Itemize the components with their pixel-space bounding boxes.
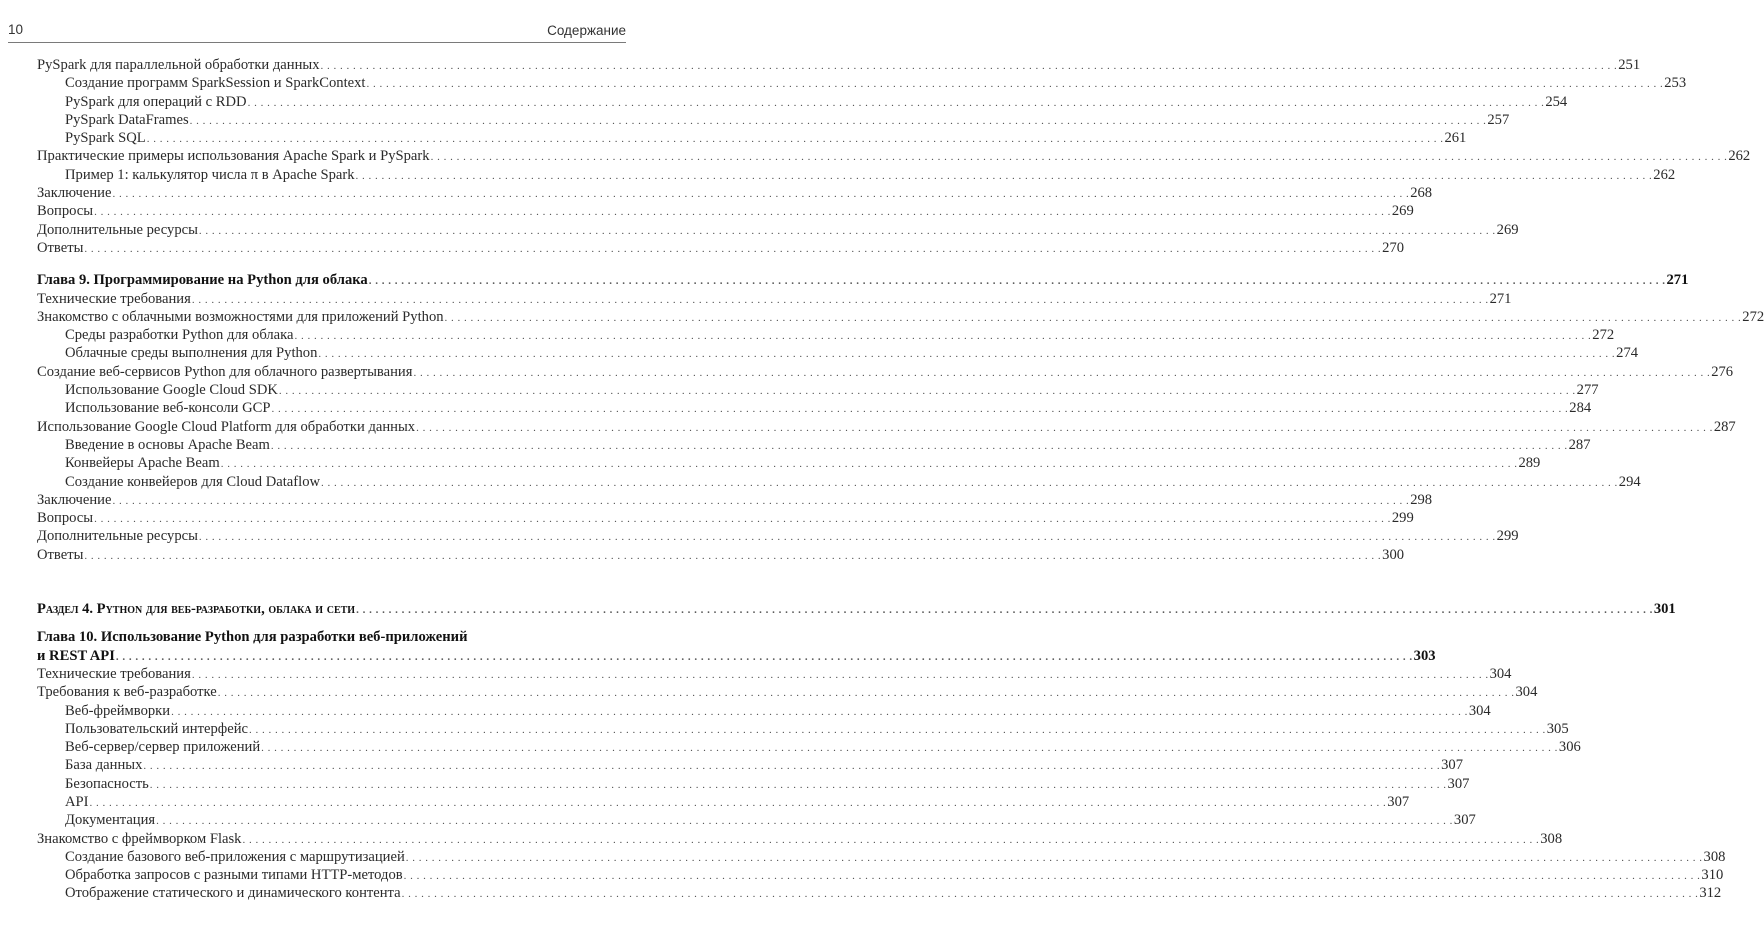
toc-entry[interactable] xyxy=(37,326,1615,344)
toc-entry[interactable] xyxy=(37,720,1569,738)
entry-title: Пример 1: калькулятор числа π в Apache Spark xyxy=(65,166,355,183)
toc-entry[interactable] xyxy=(37,848,1726,866)
toc-entry[interactable] xyxy=(37,129,1467,147)
entry-page-number: 271 xyxy=(1489,290,1512,307)
entry-title: Дополнительные ресурсы xyxy=(37,221,198,238)
entry-title: Вопросы xyxy=(37,510,94,527)
dot-leader: . . . . . . . . . . . . . . . . . . . . . . . . . . . . . . . . . . . . . . . . . . . . . . . . . . . . . . . . . . . . . . . . . . . . . . . . . . . . . . . . . . . . . . . . . . . . . . . . . . . . . . . . . . . . . . . . . . . . . . . . . . . . . . . . . . . . . . . . . . . . . . . . . . . . . . . . . . . . . . . . . . . . . . . . . . . . . . . . . . . . . . . . . . . . . . . . . . . . . . . . xyxy=(191,293,1489,306)
toc-entry[interactable] xyxy=(37,665,1512,683)
toc-entry[interactable] xyxy=(37,756,1464,774)
entry-page-number: 298 xyxy=(1410,491,1433,508)
entry-title: Среды разработки Python для облака xyxy=(65,327,294,344)
entry-page-number: 268 xyxy=(1410,185,1433,202)
dot-leader: . . . . . . . . . . . . . . . . . . . . . . . . . . . . . . . . . . . . . . . . . . . . . . . . . . . . . . . . . . . . . . . . . . . . . . . . . . . . . . . . . . . . . . . . . . . . . . . . . . . . . . . . . . . . . . . . . . . . . . . . . . . . . . . . . . . . . . . . . . . . . . . . . . . . . . . . . . . . . . . . . . . . . . . . . . . . . . . . . . . . . . . . . . . . . . . . . . . . . . . . xyxy=(191,668,1489,681)
toc-entry[interactable] xyxy=(37,527,1519,545)
toc-entry[interactable] xyxy=(37,221,1519,239)
entry-page-number: 251 xyxy=(1618,57,1641,73)
entry-page-number: 277 xyxy=(1576,382,1599,399)
dot-leader: . . . . . . . . . . . . . . . . . . . . . . . . . . . . . . . . . . . . . . . . . . . . . . . . . . . . . . . . . . . . . . . . . . . . . . . . . . . . . . . . . . . . . . . . . . . . . . . . . . . . . . . . . . . . . . . . . . . . . . . . . . . . . . . . . . . . . . . . . . . . . . . . . . . . . . . . . . . . . . . . . . . . . . . . . . . . . . . . . . . . . . . . . . . . . . . . . . . . . . . . xyxy=(84,549,1382,562)
toc-entry[interactable] xyxy=(37,239,1405,257)
toc-entry[interactable] xyxy=(37,290,1512,308)
dot-leader: . . . . . . . . . . . . . . . . . . . . . . . . . . . . . . . . . . . . . . . . . . . . . . . . . . . . . . . . . . . . . . . . . . . . . . . . . . . . . . . . . . . . . . . . . . . . . . . . . . . . . . . . . . . . . . . . . . . . . . . . . . . . . . . . . . . . . . . . . . . . . . . . . . . . . . . . . . . . . . . . . . . . . . . . . . . . . . . . . . . . . . . . . . . . . . . . . . . . . . . . xyxy=(242,833,1540,846)
entry-page-number: 308 xyxy=(1703,848,1726,865)
toc-entry[interactable] xyxy=(37,702,1491,720)
dot-leader: . . . . . . . . . . . . . . . . . . . . . . . . . . . . . . . . . . . . . . . . . . . . . . . . . . . . . . . . . . . . . . . . . . . . . . . . . . . . . . . . . . . . . . . . . . . . . . . . . . . . . . . . . . . . . . . . . . . . . . . . . . . . . . . . . . . . . . . . . . . . . . . . . . . . . . . . . . . . . . . . . . . . . . . . . . . . . . . . . . . . . . . . . . . . . . . . . . . . . . . . xyxy=(430,151,1728,164)
entry-title: Заключение xyxy=(37,185,112,202)
toc-entry[interactable] xyxy=(37,74,1687,92)
entry-page-number: 272 xyxy=(1742,308,1764,325)
dot-leader: . . . . . . . . . . . . . . . . . . . . . . . . . . . . . . . . . . . . . . . . . . . . . . . . . . . . . . . . . . . . . . . . . . . . . . . . . . . . . . . . . . . . . . . . . . . . . . . . . . . . . . . . . . . . . . . . . . . . . . . . . . . . . . . . . . . . . . . . . . . . . . . . . . . . . . . . . . . . . . . . . . . . . . . . . . . . . . . . . . . . . . . . . . . . . . . . . . . . . . . . xyxy=(444,311,1742,324)
entry-title: Глава 10. Использование Python для разработки веб-приложений xyxy=(37,629,468,646)
toc-entry[interactable] xyxy=(37,546,1405,564)
entry-title: Облачные среды выполнения для Python xyxy=(65,345,318,362)
entry-title: Создание конвейеров для Cloud Dataflow xyxy=(65,473,321,490)
dot-leader: . . . . . . . . . . . . . . . . . . . . . . . . . . . . . . . . . . . . . . . . . . . . . . . . . . . . . . . . . . . . . . . . . . . . . . . . . . . . . . . . . . . . . . . . . . . . . . . . . . . . . . . . . . . . . . . . . . . . . . . . . . . . . . . . . . . . . . . . . . . . . . . . . . . . . . . . . . . . . . . . . . . . . . . . . . . . . . . . . . . . . . . . . . . . . . . . . . . . . . . . xyxy=(94,206,1391,219)
toc-entry[interactable] xyxy=(37,775,1470,793)
dot-leader: . . . . . . . . . . . . . . . . . . . . . . . . . . . . . . . . . . . . . . . . . . . . . . . . . . . . . . . . . . . . . . . . . . . . . . . . . . . . . . . . . . . . . . . . . . . . . . . . . . . . . . . . . . . . . . . . . . . . . . . . . . . . . . . . . . . . . . . . . . . . . . . . . . . . . . . . . . . . . . . . . . . . . . . . . . . . . . . . . . . . . . . . . . . . . . . . . . . . . . . . xyxy=(248,723,1546,736)
entry-title: Глава 9. Программирование на Python для облака xyxy=(37,272,368,289)
dot-leader: . . . . . . . . . . . . . . . . . . . . . . . . . . . . . . . . . . . . . . . . . . . . . . . . . . . . . . . . . . . . . . . . . . . . . . . . . . . . . . . . . . . . . . . . . . . . . . . . . . . . . . . . . . . . . . . . . . . . . . . . . . . . . . . . . . . . . . . . . . . . . . . . . . . . . . . . . . . . . . . . . . . . . . . . . . . . . . . . . . . . . . . . . . . . . . . . . . . . . . . . xyxy=(112,188,1410,201)
entry-title: PySpark для операций с RDD xyxy=(65,93,247,110)
entry-page-number: 254 xyxy=(1545,93,1568,110)
toc-entry[interactable] xyxy=(37,381,1599,399)
toc-entry[interactable] xyxy=(37,491,1433,509)
dot-leader: . . . . . . . . . . . . . . . . . . . . . . . . . . . . . . . . . . . . . . . . . . . . . . . . . . . . . . . . . . . . . . . . . . . . . . . . . . . . . . . . . . . . . . . . . . . . . . . . . . . . . . . . . . . . . . . . . . . . . . . . . . . . . . . . . . . . . . . . . . . . . . . . . . . . . . . . . . . . . . . . . . . . . . . . . . . . . . . . . . . . . . . . . . . . . . . . . . . . . . . . xyxy=(94,513,1391,526)
entry-page-number: 284 xyxy=(1569,400,1592,417)
entry-title: Знакомство с фреймворком Flask xyxy=(37,830,242,847)
toc-section[interactable] xyxy=(37,600,1676,618)
toc-entry[interactable] xyxy=(37,830,1563,848)
dot-leader: . . . . . . . . . . . . . . . . . . . . . . . . . . . . . . . . . . . . . . . . . . . . . . . . . . . . . . . . . . . . . . . . . . . . . . . . . . . . . . . . . . . . . . . . . . . . . . . . . . . . . . . . . . . . . . . . . . . . . . . . . . . . . . . . . . . . . . . . . . . . . . . . . . . . . . . . . . . . . . . . . . . . . . . . . . . . . . . . . . . . . . . . . . . . . . . . . . . . . . . . xyxy=(355,169,1653,182)
entry-title: Пользовательский интерфейс xyxy=(65,720,248,737)
entry-page-number: 257 xyxy=(1487,111,1510,128)
entry-title: Вопросы xyxy=(37,203,94,220)
entry-title-continued: и REST API xyxy=(37,647,115,664)
entry-page-number: 269 xyxy=(1496,221,1519,238)
dot-leader: . . . . . . . . . . . . . . . . . . . . . . . . . . . . . . . . . . . . . . . . . . . . . . . . . . . . . . . . . . . . . . . . . . . . . . . . . . . . . . . . . . . . . . . . . . . . . . . . . . . . . . . . . . . . . . . . . . . . . . . . . . . . . . . . . . . . . . . . . . . . . . . . . . . . . . . . . . . . . . . . . . . . . . . . . . . . . . . . . . . . . . . . . . . . . . . . . . . . . . . . xyxy=(156,815,1453,828)
entry-title: Практические примеры использования Apache Spark и PySpark xyxy=(37,148,430,165)
toc-entry[interactable] xyxy=(37,884,1722,902)
dot-leader: . . . . . . . . . . . . . . . . . . . . . . . . . . . . . . . . . . . . . . . . . . . . . . . . . . . . . . . . . . . . . . . . . . . . . . . . . . . . . . . . . . . . . . . . . . . . . . . . . . . . . . . . . . . . . . . . . . . . . . . . . . . . . . . . . . . . . . . . . . . . . . . . . . . . . . . . . . . . . . . . . . . . . . . . . . . . . . . . . . . . . . . . . . . . . . . . . . . . . . . . xyxy=(416,421,1713,434)
entry-page-number: 307 xyxy=(1453,812,1476,829)
entry-title: Отображение статического и динамического контента xyxy=(65,885,401,902)
dot-leader: . . . . . . . . . . . . . . . . . . . . . . . . . . . . . . . . . . . . . . . . . . . . . . . . . . . . . . . . . . . . . . . . . . . . . . . . . . . . . . . . . . . . . . . . . . . . . . . . . . . . . . . . . . . . . . . . . . . . . . . . . . . . . . . . . . . . . . . . . . . . . . . . . . . . . . . . . . . . . . . . . . . . . . . . . . . . . . . . . . . . . . . . . . . . . . . . . . . . . . . . xyxy=(149,778,1447,791)
entry-page-number: 270 xyxy=(1382,239,1405,256)
entry-title: API xyxy=(65,793,89,810)
dot-leader: . . . . . . . . . . . . . . . . . . . . . . . . . . . . . . . . . . . . . . . . . . . . . . . . . . . . . . . . . . . . . . . . . . . . . . . . . . . . . . . . . . . . . . . . . . . . . . . . . . . . . . . . . . . . . . . . . . . . . . . . . . . . . . . . . . . . . . . . . . . . . . . . . . . . . . . . . . . . . . . . . . . . . . . . . . . . . . . . . . . . . . . . . . . . . . . . . . . . . . . . xyxy=(220,458,1518,471)
dot-leader: . . . . . . . . . . . . . . . . . . . . . . . . . . . . . . . . . . . . . . . . . . . . . . . . . . . . . . . . . . . . . . . . . . . . . . . . . . . . . . . . . . . . . . . . . . . . . . . . . . . . . . . . . . . . . . . . . . . . . . . . . . . . . . . . . . . . . . . . . . . . . . . . . . . . . . . . . . . . . . . . . . . . . . . . . . . . . . . . . . . . . . . . . . . . . . . . . . . . . . . . xyxy=(405,851,1703,864)
entry-title: Документация xyxy=(65,812,156,829)
toc-entry[interactable] xyxy=(37,683,1538,701)
dot-leader: . . . . . . . . . . . . . . . . . . . . . . . . . . . . . . . . . . . . . . . . . . . . . . . . . . . . . . . . . . . . . . . . . . . . . . . . . . . . . . . . . . . . . . . . . . . . . . . . . . . . . . . . . . . . . . . . . . . . . . . . . . . . . . . . . . . . . . . . . . . . . . . . . . . . . . . . . . . . . . . . . . . . . . . . . . . . . . . . . . . . . . . . . . . . . . . . . . . . . . . . xyxy=(261,742,1558,755)
toc-entry-line xyxy=(37,628,612,646)
entry-page-number: 287 xyxy=(1568,436,1591,453)
toc-entry[interactable] xyxy=(37,473,1641,491)
entry-title: Веб-сервер/сервер приложений xyxy=(65,739,261,756)
entry-title: Ответы xyxy=(37,239,84,256)
toc-entry[interactable] xyxy=(37,184,1433,202)
entry-page-number: 310 xyxy=(1701,867,1724,884)
entry-title: Технические требования xyxy=(37,665,191,682)
dot-leader: . . . . . . . . . . . . . . . . . . . . . . . . . . . . . . . . . . . . . . . . . . . . . . . . . . . . . . . . . . . . . . . . . . . . . . . . . . . . . . . . . . . . . . . . . . . . . . . . . . . . . . . . . . . . . . . . . . . . . . . . . . . . . . . . . . . . . . . . . . . . . . . . . . . . . . . . . . . . . . . . . . . . . . . . . . . . . . . . . . . . . . . . . . . . . . . . . . . . . . . . xyxy=(320,60,1618,72)
entry-page-number: 262 xyxy=(1728,148,1751,165)
entry-page-number: 287 xyxy=(1713,418,1736,435)
dot-leader: . . . . . . . . . . . . . . . . . . . . . . . . . . . . . . . . . . . . . . . . . . . . . . . . . . . . . . . . . . . . . . . . . . . . . . . . . . . . . . . . . . . . . . . . . . . . . . . . . . . . . . . . . . . . . . . . . . . . . . . . . . . . . . . . . . . . . . . . . . . . . . . . . . . . . . . . . . . . . . . . . . . . . . . . . . . . . . . . . . . . . . . . . . . . . . . . . . . . . . . . xyxy=(84,242,1382,255)
dot-leader: . . . . . . . . . . . . . . . . . . . . . . . . . . . . . . . . . . . . . . . . . . . . . . . . . . . . . . . . . . . . . . . . . . . . . . . . . . . . . . . . . . . . . . . . . . . . . . . . . . . . . . . . . . . . . . . . . . . . . . . . . . . . . . . . . . . . . . . . . . . . . . . . . . . . . . . . . . . . . . . . . . . . . . . . . . . . . . . . . . . . . . . . . . . . . . . . . . . . . . . . xyxy=(189,114,1487,127)
entry-title: Создание веб-сервисов Python для облачного развертывания xyxy=(37,363,413,380)
dot-leader: . . . . . . . . . . . . . . . . . . . . . . . . . . . . . . . . . . . . . . . . . . . . . . . . . . . . . . . . . . . . . . . . . . . . . . . . . . . . . . . . . . . . . . . . . . . . . . . . . . . . . . . . . . . . . . . . . . . . . . . . . . . . . . . . . . . . . . . . . . . . . . . . . . . . . . . . . . . . . . . . . . . . . . . . . . . . . . . . . . . . . . . . . . . . . . . . . . . . . . . . xyxy=(368,275,1666,288)
entry-title: Создание программ SparkSession и SparkContext xyxy=(65,75,366,92)
dot-leader: . . . . . . . . . . . . . . . . . . . . . . . . . . . . . . . . . . . . . . . . . . . . . . . . . . . . . . . . . . . . . . . . . . . . . . . . . . . . . . . . . . . . . . . . . . . . . . . . . . . . . . . . . . . . . . . . . . . . . . . . . . . . . . . . . . . . . . . . . . . . . . . . . . . . . . . . . . . . . . . . . . . . . . . . . . . . . . . . . . . . . . . . . . . . . . . . . . . . . . . . xyxy=(278,385,1576,398)
running-header xyxy=(8,20,626,43)
dot-leader: . . . . . . . . . . . . . . . . . . . . . . . . . . . . . . . . . . . . . . . . . . . . . . . . . . . . . . . . . . . . . . . . . . . . . . . . . . . . . . . . . . . . . . . . . . . . . . . . . . . . . . . . . . . . . . . . . . . . . . . . . . . . . . . . . . . . . . . . . . . . . . . . . . . . . . . . . . . . . . . . . . . . . . . . . . . . . . . . . . . . . . . . . . . . . . . . . . . . . . . . xyxy=(318,348,1616,361)
entry-page-number: 307 xyxy=(1387,793,1410,810)
entry-title: Знакомство с облачными возможностями для приложений Python xyxy=(37,308,444,325)
entry-title: Введение в основы Apache Beam xyxy=(65,436,270,453)
toc-entry[interactable] xyxy=(37,436,1591,454)
toc-entry[interactable] xyxy=(37,399,1592,417)
dot-leader: . . . . . . . . . . . . . . . . . . . . . . . . . . . . . . . . . . . . . . . . . . . . . . . . . . . . . . . . . . . . . . . . . . . . . . . . . . . . . . . . . . . . . . . . . . . . . . . . . . . . . . . . . . . . . . . . . . . . . . . . . . . . . . . . . . . . . . . . . . . . . . . . . . . . . . . . . . . . . . . . . . . . . . . . . . . . . . . . . . . . . . . . . . . . . . . . . . . . . . . . xyxy=(321,476,1618,489)
toc-entry[interactable] xyxy=(37,111,1510,129)
dot-leader: . . . . . . . . . . . . . . . . . . . . . . . . . . . . . . . . . . . . . . . . . . . . . . . . . . . . . . . . . . . . . . . . . . . . . . . . . . . . . . . . . . . . . . . . . . . . . . . . . . . . . . . . . . . . . . . . . . . . . . . . . . . . . . . . . . . . . . . . . . . . . . . . . . . . . . . . . . . . . . . . . . . . . . . . . . . . . . . . . . . . . . . . . . . . . . . . . . . . . . . . xyxy=(271,403,1569,416)
entry-page-number: 271 xyxy=(1666,272,1689,289)
toc-entry[interactable] xyxy=(37,454,1541,472)
entry-title: Безопасность xyxy=(65,775,149,792)
entry-title: Дополнительные ресурсы xyxy=(37,528,198,545)
dot-leader: . . . . . . . . . . . . . . . . . . . . . . . . . . . . . . . . . . . . . . . . . . . . . . . . . . . . . . . . . . . . . . . . . . . . . . . . . . . . . . . . . . . . . . . . . . . . . . . . . . . . . . . . . . . . . . . . . . . . . . . . . . . . . . . . . . . . . . . . . . . . . . . . . . . . . . . . . . . . . . . . . . . . . . . . . . . . . . . . . . . . . . . . . . . . . . . . . . . . . . . . xyxy=(198,224,1496,237)
dot-leader: . . . . . . . . . . . . . . . . . . . . . . . . . . . . . . . . . . . . . . . . . . . . . . . . . . . . . . . . . . . . . . . . . . . . . . . . . . . . . . . . . . . . . . . . . . . . . . . . . . . . . . . . . . . . . . . . . . . . . . . . . . . . . . . . . . . . . . . . . . . . . . . . . . . . . . . . . . . . . . . . . . . . . . . . . . . . . . . . . . . . . . . . . . . . . . . . . . . . . . . . xyxy=(112,494,1410,507)
toc-entry[interactable] xyxy=(37,866,1724,884)
dot-leader: . . . . . . . . . . . . . . . . . . . . . . . . . . . . . . . . . . . . . . . . . . . . . . . . . . . . . . . . . . . . . . . . . . . . . . . . . . . . . . . . . . . . . . . . . . . . . . . . . . . . . . . . . . . . . . . . . . . . . . . . . . . . . . . . . . . . . . . . . . . . . . . . . . . . . . . . . . . . . . . . . . . . . . . . . . . . . . . . . . . . . . . . . . . . . . . . . . . . . . . . xyxy=(146,133,1444,146)
entry-page-number: 261 xyxy=(1444,130,1467,147)
entry-page-number: 299 xyxy=(1391,510,1414,527)
toc-entry[interactable] xyxy=(37,202,1414,220)
toc-entry[interactable] xyxy=(37,793,1410,811)
entry-page-number: 253 xyxy=(1664,75,1687,92)
entry-page-number: 304 xyxy=(1515,684,1538,701)
dot-leader: . . . . . . . . . . . . . . . . . . . . . . . . . . . . . . . . . . . . . . . . . . . . . . . . . . . . . . . . . . . . . . . . . . . . . . . . . . . . . . . . . . . . . . . . . . . . . . . . . . . . . . . . . . . . . . . . . . . . . . . . . . . . . . . . . . . . . . . . . . . . . . . . . . . . . . . . . . . . . . . . . . . . . . . . . . . . . . . . . . . . . . . . . . . . . . . . . . . . . . . . xyxy=(403,870,1701,883)
entry-page-number: 304 xyxy=(1489,665,1512,682)
entry-page-number: 299 xyxy=(1496,528,1519,545)
entry-title: Обработка запросов с разными типами HTTP-методов xyxy=(65,867,403,884)
dot-leader: . . . . . . . . . . . . . . . . . . . . . . . . . . . . . . . . . . . . . . . . . . . . . . . . . . . . . . . . . . . . . . . . . . . . . . . . . . . . . . . . . . . . . . . . . . . . . . . . . . . . . . . . . . . . . . . . . . . . . . . . . . . . . . . . . . . . . . . . . . . . . . . . . . . . . . . . . . . . . . . . . . . . . . . . . . . . . . . . . . . . . . . . . . . . . . . . . . . . . . . . xyxy=(198,531,1496,544)
dot-leader: . . . . . . . . . . . . . . . . . . . . . . . . . . . . . . . . . . . . . . . . . . . . . . . . . . . . . . . . . . . . . . . . . . . . . . . . . . . . . . . . . . . . . . . . . . . . . . . . . . . . . . . . . . . . . . . . . . . . . . . . . . . . . . . . . . . . . . . . . . . . . . . . . . . . . . . . . . . . . . . . . . . . . . . . . . . . . . . . . . . . . . . . . . . . . . . . . . . . . . . . xyxy=(115,650,1413,663)
toc-entry[interactable] xyxy=(37,418,1736,436)
toc-chapter[interactable] xyxy=(37,271,1689,289)
entry-title: PySpark DataFrames xyxy=(65,111,189,128)
entry-title: Использование Google Cloud Platform для обработки данных xyxy=(37,418,416,435)
toc-entry[interactable] xyxy=(37,93,1568,111)
toc-entry[interactable] xyxy=(37,56,1641,74)
entry-title: Требования к веб-разработке xyxy=(37,684,217,701)
entry-page-number: 300 xyxy=(1382,546,1405,563)
entry-page-number: 307 xyxy=(1447,775,1470,792)
dot-leader: . . . . . . . . . . . . . . . . . . . . . . . . . . . . . . . . . . . . . . . . . . . . . . . . . . . . . . . . . . . . . . . . . . . . . . . . . . . . . . . . . . . . . . . . . . . . . . . . . . . . . . . . . . . . . . . . . . . . . . . . . . . . . . . . . . . . . . . . . . . . . . . . . . . . . . . . . . . . . . . . . . . . . . . . . . . . . . . . . . . . . . . . . . . . . . . . . . . . . . . . xyxy=(171,705,1468,718)
toc-entry[interactable] xyxy=(37,166,1676,184)
dot-leader: . . . . . . . . . . . . . . . . . . . . . . . . . . . . . . . . . . . . . . . . . . . . . . . . . . . . . . . . . . . . . . . . . . . . . . . . . . . . . . . . . . . . . . . . . . . . . . . . . . . . . . . . . . . . . . . . . . . . . . . . . . . . . . . . . . . . . . . . . . . . . . . . . . . . . . . . . . . . . . . . . . . . . . . . . . . . . . . . . . . . . . . . . . . . . . . . . . . . . . . . xyxy=(217,687,1515,700)
entry-title: Заключение xyxy=(37,491,112,508)
toc-entry[interactable] xyxy=(37,738,1581,756)
dot-leader: . . . . . . . . . . . . . . . . . . . . . . . . . . . . . . . . . . . . . . . . . . . . . . . . . . . . . . . . . . . . . . . . . . . . . . . . . . . . . . . . . . . . . . . . . . . . . . . . . . . . . . . . . . . . . . . . . . . . . . . . . . . . . . . . . . . . . . . . . . . . . . . . . . . . . . . . . . . . . . . . . . . . . . . . . . . . . . . . . . . . . . . . . . . . . . . . . . . . . . . . xyxy=(366,78,1664,91)
entry-title: Раздел 4. Python для веб-разработки, облака и сети xyxy=(37,601,356,618)
dot-leader: . . . . . . . . . . . . . . . . . . . . . . . . . . . . . . . . . . . . . . . . . . . . . . . . . . . . . . . . . . . . . . . . . . . . . . . . . . . . . . . . . . . . . . . . . . . . . . . . . . . . . . . . . . . . . . . . . . . . . . . . . . . . . . . . . . . . . . . . . . . . . . . . . . . . . . . . . . . . . . . . . . . . . . . . . . . . . . . . . . . . . . . . . . . . . . . . . . . . . . . . xyxy=(413,366,1711,379)
entry-title: Использование веб-консоли GCP xyxy=(65,400,271,417)
entry-page-number: 305 xyxy=(1546,720,1569,737)
entry-title: PySpark для параллельной обработки данных xyxy=(37,57,320,73)
entry-title: Использование Google Cloud SDK xyxy=(65,382,278,399)
entry-page-number: 276 xyxy=(1711,363,1734,380)
entry-page-number: 274 xyxy=(1616,345,1639,362)
entry-title: База данных xyxy=(65,757,143,774)
entry-page-number: 262 xyxy=(1653,166,1676,183)
dot-leader: . . . . . . . . . . . . . . . . . . . . . . . . . . . . . . . . . . . . . . . . . . . . . . . . . . . . . . . . . . . . . . . . . . . . . . . . . . . . . . . . . . . . . . . . . . . . . . . . . . . . . . . . . . . . . . . . . . . . . . . . . . . . . . . . . . . . . . . . . . . . . . . . . . . . . . . . . . . . . . . . . . . . . . . . . . . . . . . . . . . . . . . . . . . . . . . . . . . . . . . . xyxy=(143,760,1441,773)
entry-page-number: 303 xyxy=(1413,647,1436,664)
toc-entry[interactable] xyxy=(37,147,1751,165)
entry-title: Создание базового веб-приложения с маршрутизацией xyxy=(65,848,405,865)
entry-title: Веб-фреймворки xyxy=(65,702,171,719)
dot-leader: . . . . . . . . . . . . . . . . . . . . . . . . . . . . . . . . . . . . . . . . . . . . . . . . . . . . . . . . . . . . . . . . . . . . . . . . . . . . . . . . . . . . . . . . . . . . . . . . . . . . . . . . . . . . . . . . . . . . . . . . . . . . . . . . . . . . . . . . . . . . . . . . . . . . . . . . . . . . . . . . . . . . . . . . . . . . . . . . . . . . . . . . . . . . . . . . . . . . . . . . xyxy=(270,439,1568,452)
toc-entry[interactable] xyxy=(37,344,1639,362)
dot-leader: . . . . . . . . . . . . . . . . . . . . . . . . . . . . . . . . . . . . . . . . . . . . . . . . . . . . . . . . . . . . . . . . . . . . . . . . . . . . . . . . . . . . . . . . . . . . . . . . . . . . . . . . . . . . . . . . . . . . . . . . . . . . . . . . . . . . . . . . . . . . . . . . . . . . . . . . . . . . . . . . . . . . . . . . . . . . . . . . . . . . . . . . . . . . . . . . . . . . . . . . xyxy=(356,604,1653,617)
entry-page-number: 306 xyxy=(1558,739,1581,756)
dot-leader: . . . . . . . . . . . . . . . . . . . . . . . . . . . . . . . . . . . . . . . . . . . . . . . . . . . . . . . . . . . . . . . . . . . . . . . . . . . . . . . . . . . . . . . . . . . . . . . . . . . . . . . . . . . . . . . . . . . . . . . . . . . . . . . . . . . . . . . . . . . . . . . . . . . . . . . . . . . . . . . . . . . . . . . . . . . . . . . . . . . . . . . . . . . . . . . . . . . . . . . . xyxy=(247,96,1545,109)
entry-page-number: 308 xyxy=(1540,830,1563,847)
entry-page-number: 269 xyxy=(1391,203,1414,220)
entry-page-number: 312 xyxy=(1699,885,1722,902)
table-of-contents xyxy=(37,56,1764,903)
entry-page-number: 301 xyxy=(1653,601,1676,618)
dot-leader: . . . . . . . . . . . . . . . . . . . . . . . . . . . . . . . . . . . . . . . . . . . . . . . . . . . . . . . . . . . . . . . . . . . . . . . . . . . . . . . . . . . . . . . . . . . . . . . . . . . . . . . . . . . . . . . . . . . . . . . . . . . . . . . . . . . . . . . . . . . . . . . . . . . . . . . . . . . . . . . . . . . . . . . . . . . . . . . . . . . . . . . . . . . . . . . . . . . . . . . . xyxy=(401,888,1699,901)
entry-title: Ответы xyxy=(37,546,84,563)
page-number: 10 xyxy=(8,22,24,37)
toc-entry[interactable] xyxy=(37,509,1414,527)
running-title: Содержание xyxy=(547,23,626,38)
dot-leader: . . . . . . . . . . . . . . . . . . . . . . . . . . . . . . . . . . . . . . . . . . . . . . . . . . . . . . . . . . . . . . . . . . . . . . . . . . . . . . . . . . . . . . . . . . . . . . . . . . . . . . . . . . . . . . . . . . . . . . . . . . . . . . . . . . . . . . . . . . . . . . . . . . . . . . . . . . . . . . . . . . . . . . . . . . . . . . . . . . . . . . . . . . . . . . . . . . . . . . . . xyxy=(89,796,1387,809)
entry-page-number: 289 xyxy=(1518,455,1541,472)
toc-entry[interactable] xyxy=(37,647,1436,665)
toc-entry[interactable] xyxy=(37,308,1764,326)
toc-entry[interactable] xyxy=(37,363,1734,381)
entry-page-number: 307 xyxy=(1441,757,1464,774)
entry-title: PySpark SQL xyxy=(65,130,146,147)
entry-page-number: 272 xyxy=(1592,327,1615,344)
dot-leader: . . . . . . . . . . . . . . . . . . . . . . . . . . . . . . . . . . . . . . . . . . . . . . . . . . . . . . . . . . . . . . . . . . . . . . . . . . . . . . . . . . . . . . . . . . . . . . . . . . . . . . . . . . . . . . . . . . . . . . . . . . . . . . . . . . . . . . . . . . . . . . . . . . . . . . . . . . . . . . . . . . . . . . . . . . . . . . . . . . . . . . . . . . . . . . . . . . . . . . . . xyxy=(294,330,1592,343)
entry-title: Технические требования xyxy=(37,290,191,307)
entry-page-number: 304 xyxy=(1468,702,1491,719)
entry-page-number: 294 xyxy=(1618,473,1641,490)
toc-entry[interactable] xyxy=(37,811,1476,829)
entry-title: Конвейеры Apache Beam xyxy=(65,455,220,472)
